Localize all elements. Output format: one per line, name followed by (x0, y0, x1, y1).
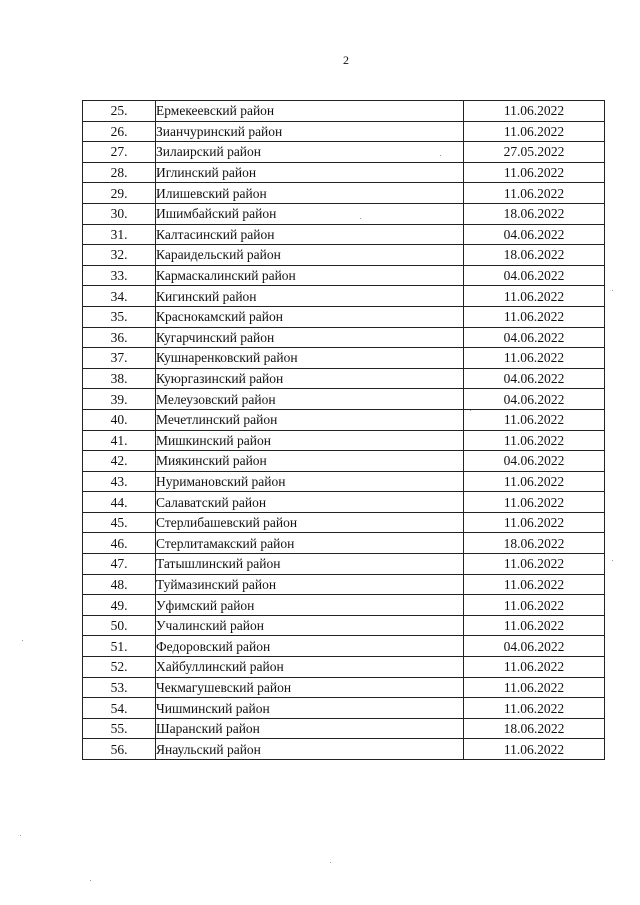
row-number: 35. (83, 306, 156, 327)
row-number: 43. (83, 471, 156, 492)
table-row (83, 224, 605, 245)
district-name: Учалинский район (156, 615, 464, 636)
table-row (83, 615, 605, 636)
event-date: 04.06.2022 (464, 224, 605, 245)
district-name: Янаульский район (156, 739, 464, 760)
table-row (83, 101, 605, 122)
row-number: 26. (83, 121, 156, 142)
row-number: 54. (83, 698, 156, 719)
event-date: 18.06.2022 (464, 203, 605, 224)
event-date: 11.06.2022 (464, 430, 605, 451)
row-number: 44. (83, 492, 156, 513)
table-row (83, 533, 605, 554)
table-row (83, 183, 605, 204)
district-name: Шаранский район (156, 718, 464, 739)
table-row (83, 121, 605, 142)
district-name: Кигинский район (156, 286, 464, 307)
row-number: 25. (83, 101, 156, 122)
row-number: 40. (83, 409, 156, 430)
table-row (83, 286, 605, 307)
table-row (83, 306, 605, 327)
district-name: Стерлитамакский район (156, 533, 464, 554)
row-number: 52. (83, 657, 156, 678)
table-row (83, 368, 605, 389)
event-date: 11.06.2022 (464, 471, 605, 492)
table-row (83, 574, 605, 595)
district-name: Иглинский район (156, 162, 464, 183)
district-name: Ермекеевский район (156, 101, 464, 122)
row-number: 48. (83, 574, 156, 595)
event-date: 11.06.2022 (464, 162, 605, 183)
table-row (83, 554, 605, 575)
page-number: 2 (343, 53, 349, 67)
event-date: 11.06.2022 (464, 595, 605, 616)
district-name: Кармаскалинский район (156, 265, 464, 286)
district-name: Чишминский район (156, 698, 464, 719)
event-date: 11.06.2022 (464, 574, 605, 595)
district-name: Илишевский район (156, 183, 464, 204)
event-date: 11.06.2022 (464, 677, 605, 698)
row-number: 37. (83, 348, 156, 369)
district-name: Салаватский район (156, 492, 464, 513)
district-name: Караидельский район (156, 245, 464, 266)
event-date: 11.06.2022 (464, 554, 605, 575)
row-number: 34. (83, 286, 156, 307)
table-row (83, 409, 605, 430)
district-name: Калтасинский район (156, 224, 464, 245)
district-name: Мишкинский район (156, 430, 464, 451)
district-name: Мелеузовский район (156, 389, 464, 410)
row-number: 49. (83, 595, 156, 616)
table-row (83, 245, 605, 266)
event-date: 04.06.2022 (464, 327, 605, 348)
row-number: 53. (83, 677, 156, 698)
row-number: 51. (83, 636, 156, 657)
event-date: 11.06.2022 (464, 348, 605, 369)
district-name: Хайбуллинский район (156, 657, 464, 678)
row-number: 36. (83, 327, 156, 348)
district-name: Чекмагушевский район (156, 677, 464, 698)
row-number: 46. (83, 533, 156, 554)
table-body (83, 101, 605, 760)
table-row (83, 327, 605, 348)
district-name: Кушнаренковский район (156, 348, 464, 369)
event-date: 11.06.2022 (464, 121, 605, 142)
event-date: 04.06.2022 (464, 389, 605, 410)
event-date: 27.05.2022 (464, 142, 605, 163)
row-number: 33. (83, 265, 156, 286)
table-row (83, 492, 605, 513)
row-number: 32. (83, 245, 156, 266)
event-date: 11.06.2022 (464, 183, 605, 204)
row-number: 47. (83, 554, 156, 575)
event-date: 04.06.2022 (464, 636, 605, 657)
table-row (83, 265, 605, 286)
event-date: 11.06.2022 (464, 698, 605, 719)
row-number: 38. (83, 368, 156, 389)
district-name: Кугарчинский район (156, 327, 464, 348)
district-name: Нуримановский район (156, 471, 464, 492)
table-row (83, 636, 605, 657)
table-row (83, 677, 605, 698)
row-number: 41. (83, 430, 156, 451)
event-date: 11.06.2022 (464, 101, 605, 122)
district-name: Ишимбайский район (156, 203, 464, 224)
event-date: 11.06.2022 (464, 512, 605, 533)
table-row (83, 512, 605, 533)
district-name: Татышлинский район (156, 554, 464, 575)
row-number: 42. (83, 451, 156, 472)
event-date: 11.06.2022 (464, 492, 605, 513)
event-date: 04.06.2022 (464, 368, 605, 389)
district-name: Уфимский район (156, 595, 464, 616)
table-row (83, 657, 605, 678)
row-number: 56. (83, 739, 156, 760)
row-number: 50. (83, 615, 156, 636)
event-date: 11.06.2022 (464, 409, 605, 430)
table-row (83, 162, 605, 183)
table-row (83, 142, 605, 163)
table-row (83, 389, 605, 410)
event-date: 11.06.2022 (464, 615, 605, 636)
district-name: Федоровский район (156, 636, 464, 657)
event-date: 04.06.2022 (464, 265, 605, 286)
event-date: 11.06.2022 (464, 286, 605, 307)
table-row (83, 471, 605, 492)
district-name: Мечетлинский район (156, 409, 464, 430)
event-date: 18.06.2022 (464, 718, 605, 739)
event-date: 11.06.2022 (464, 739, 605, 760)
table-row (83, 718, 605, 739)
district-schedule-table (82, 100, 605, 760)
event-date: 11.06.2022 (464, 306, 605, 327)
event-date: 18.06.2022 (464, 533, 605, 554)
district-name: Краснокамский район (156, 306, 464, 327)
table-row (83, 430, 605, 451)
row-number: 28. (83, 162, 156, 183)
row-number: 29. (83, 183, 156, 204)
district-name: Стерлибашевский район (156, 512, 464, 533)
row-number: 45. (83, 512, 156, 533)
district-name: Миякинский район (156, 451, 464, 472)
event-date: 11.06.2022 (464, 657, 605, 678)
district-name: Куюргазинский район (156, 368, 464, 389)
table-row (83, 451, 605, 472)
district-name: Туймазинский район (156, 574, 464, 595)
district-name: Зианчуринский район (156, 121, 464, 142)
event-date: 04.06.2022 (464, 451, 605, 472)
table-row (83, 348, 605, 369)
table-row (83, 595, 605, 616)
district-name: Зилаирский район (156, 142, 464, 163)
table-row (83, 698, 605, 719)
row-number: 39. (83, 389, 156, 410)
row-number: 31. (83, 224, 156, 245)
row-number: 30. (83, 203, 156, 224)
table-row (83, 739, 605, 760)
row-number: 27. (83, 142, 156, 163)
event-date: 18.06.2022 (464, 245, 605, 266)
row-number: 55. (83, 718, 156, 739)
table-row (83, 203, 605, 224)
